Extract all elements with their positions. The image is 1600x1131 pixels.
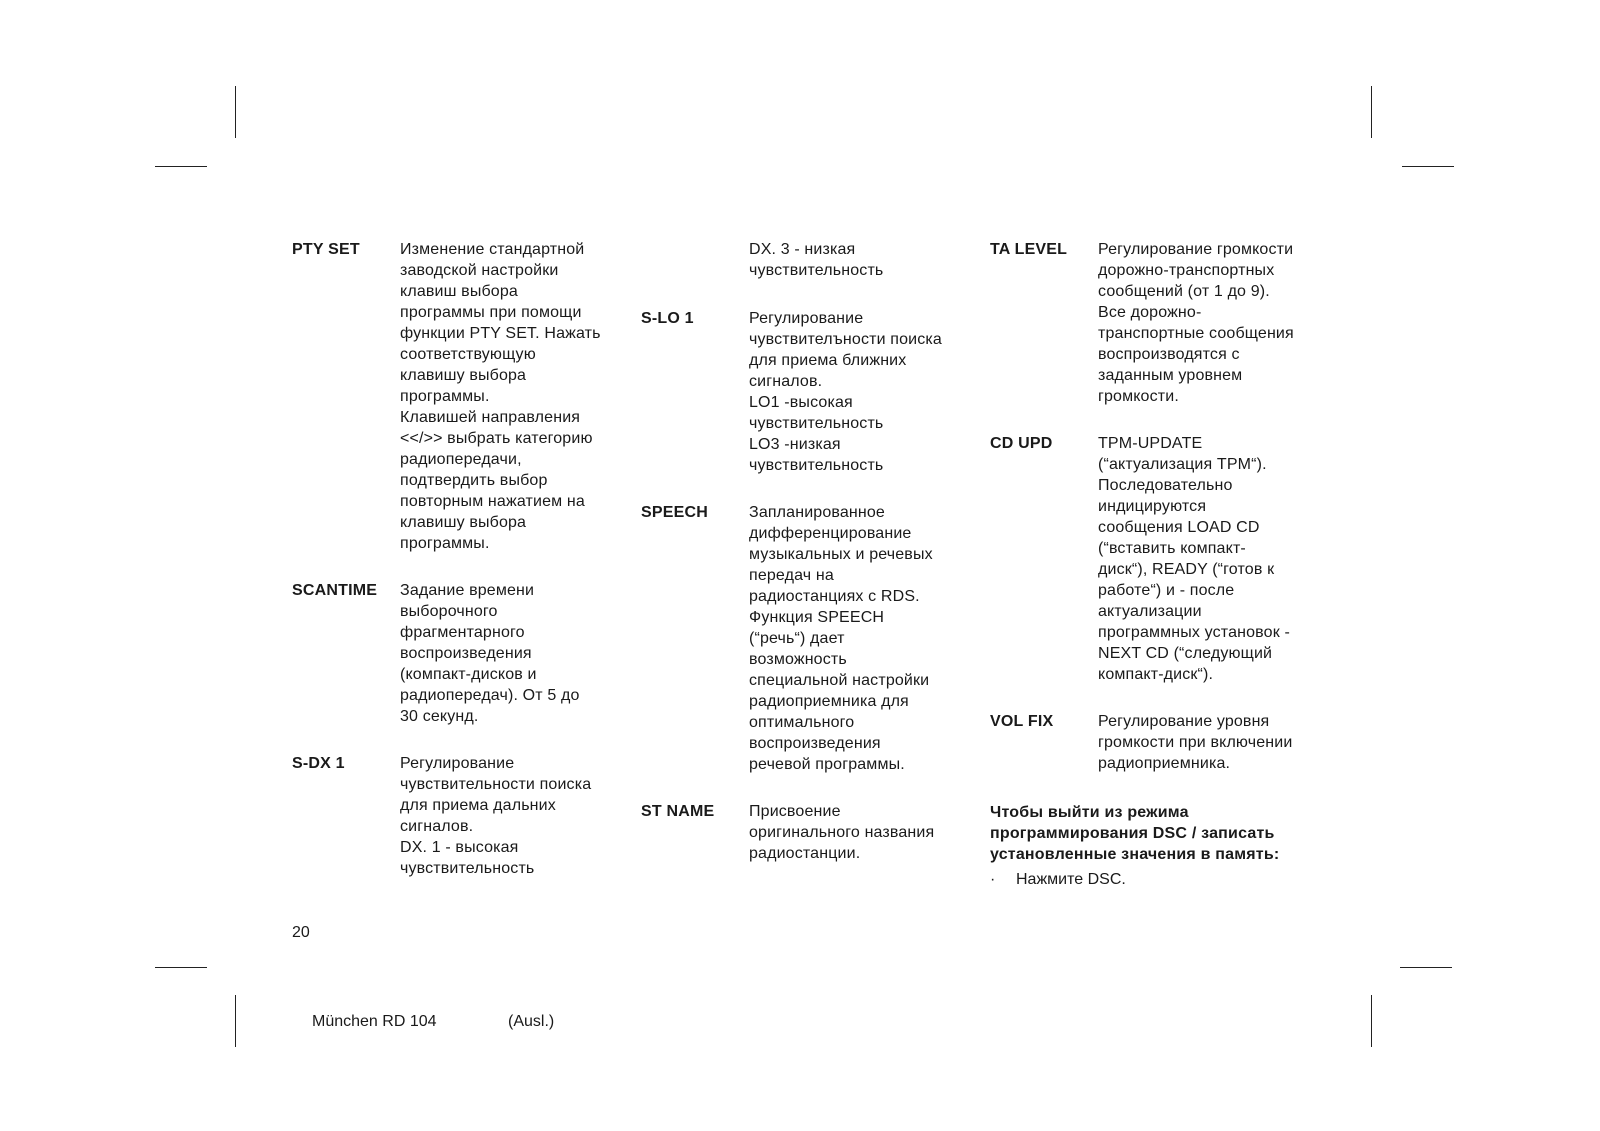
crop-mark-top-right-horizontal [1402, 166, 1454, 167]
entry-cd-upd [990, 433, 1320, 685]
term-label: SPEECH [641, 504, 708, 521]
term-label: CD UPD [990, 435, 1053, 452]
term-description: Регулирование чувствителъности поиска для приема ближних сигналов. LO1 -высокая чувствительность LO3 -низкая чувствительность [749, 310, 942, 474]
entry-s-dx-1 [292, 753, 622, 879]
term-label: PTY SET [292, 241, 360, 258]
crop-mark-bottom-left-horizontal [155, 967, 207, 968]
entry-s-lo-1 [641, 308, 971, 476]
term-description: TPM-UPDATE (“актуализация TPM“). Последовательно индицируются сообщения LOAD CD (“вставить компакт- диск“), READY (“готов к работе“) и - после актуализации программных установок - NEXT CD (“следующий компакт-диск“). [1098, 435, 1290, 683]
term-label: SCANTIME [292, 582, 378, 599]
column-left [292, 239, 622, 879]
exit-note-step [990, 869, 1320, 890]
term-description: Изменение стандартной заводской настройки клавиш выбора программы при помощи функции PTY SET. Нажать соответствующую клавишу выбора программы. Клавишей направления <</>> выбрать категорию радиопередачи, подтвердить выбор повторным нажатием на клавишу выбора программы. [400, 241, 601, 552]
entry-st-name [641, 801, 971, 864]
exit-note-action: Нажмите DSC. [1016, 871, 1126, 888]
term-description: Регулирование громкости дорожно-транспортных сообщений (от 1 до 9). Все дорожно- транспортные сообщения воспроизводятся с заданным уровнем громкости. [1098, 241, 1294, 405]
column-right [990, 239, 1320, 890]
entry-vol-fix [990, 711, 1320, 774]
exit-note [990, 802, 1320, 890]
entry-scantime [292, 580, 622, 727]
crop-mark-top-right-vertical [1371, 86, 1372, 138]
bullet-icon: · [990, 871, 996, 888]
term-description: Запланированное дифференцирование музыкальных и речевых передач на радиостанциях с RDS. Функция SPEECH (“речь“) дает возможность специальной настройки радиоприемника для оптимального воспроизведения речевой программы. [749, 504, 933, 773]
term-label: ST NAME [641, 803, 715, 820]
footer-variant: (Ausl.) [508, 1013, 555, 1030]
entry-pty-set [292, 239, 622, 554]
footer-model: München RD 104 [312, 1013, 437, 1030]
crop-mark-bottom-right-horizontal [1400, 967, 1452, 968]
term-description: Присвоение оригинального названия радиостанции. [749, 803, 935, 862]
term-label: S-LO 1 [641, 310, 694, 327]
crop-mark-top-left-vertical [235, 86, 236, 138]
column-middle [641, 239, 971, 864]
crop-mark-top-left-horizontal [155, 166, 207, 167]
page-number: 20 [292, 924, 310, 941]
exit-note-title: Чтобы выйти из режима программирования DSC / записать установленные значения в память: [990, 804, 1280, 863]
term-label: TA LEVEL [990, 241, 1068, 258]
term-description: Регулирование уровня громкости при включении радиоприемника. [1098, 713, 1293, 772]
entry-ta-level [990, 239, 1320, 407]
crop-mark-bottom-right-vertical [1371, 995, 1372, 1047]
term-label: S-DX 1 [292, 755, 345, 772]
term-description: Регулирование чувствительности поиска для приема дальних сигналов. DX. 1 - высокая чувствительность [400, 755, 592, 877]
entry-speech [641, 502, 971, 775]
crop-mark-bottom-left-vertical [235, 995, 236, 1047]
continued-description: DX. 3 - низкая чувствительность [749, 241, 884, 279]
term-description: Задание времени выборочного фрагментарного воспроизведения (компакт-дисков и радиопередач). От 5 до 30 секунд. [400, 582, 580, 725]
term-label: VOL FIX [990, 713, 1054, 730]
